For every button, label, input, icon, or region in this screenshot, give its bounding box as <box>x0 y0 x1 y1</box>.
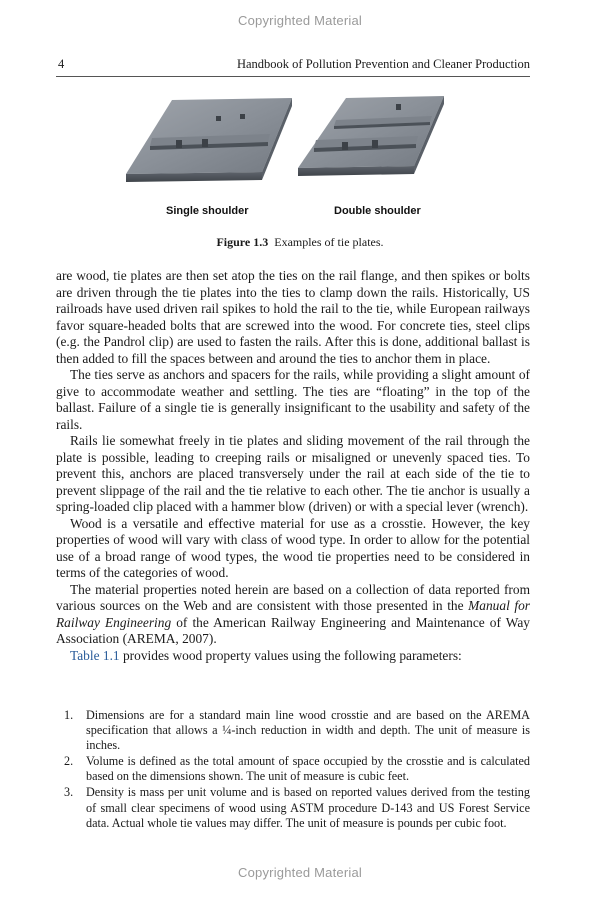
list-number: 3. <box>64 785 74 800</box>
list-item <box>56 785 530 830</box>
list-number: 1. <box>64 708 74 722</box>
caption-text: Examples of tie plates. <box>274 235 384 249</box>
watermark-top: Copyrighted Material <box>238 13 362 28</box>
list-item <box>56 708 530 753</box>
paragraph: The ties serve as anchors and spacers for the rails, while providing a slight amount of give to accommodate weather and settling. The ties are “floating” in the top of the ballast. Failure of a single tie is generally insignificant to the usability and safety of the rails. <box>56 367 530 432</box>
header-rule <box>56 76 530 77</box>
label-single-shoulder: Single shoulder <box>166 205 249 217</box>
label-double-shoulder: Double shoulder <box>334 205 421 217</box>
paragraph-text: provides wood property values using the following parameters: <box>119 647 462 663</box>
paragraph <box>56 582 530 648</box>
watermark-bottom: Copyrighted Material <box>238 865 362 880</box>
tie-plates-illustration <box>110 94 450 204</box>
list-item <box>56 754 530 784</box>
list-text: Dimensions are for a standard main line wood crosstie and are based on the AREMA specification that allows a ¼-inch reduction in width and depth. The unit of measure is inches. <box>86 708 530 753</box>
list-text: Volume is defined as the total amount of space occupied by the crosstie and is calculated based on the dimensions shown. The unit of measure is cubic feet. <box>86 754 530 784</box>
double-shoulder-plate <box>298 96 444 176</box>
running-header <box>56 57 530 75</box>
paragraph-text: of the American Railway Engineering and Maintenance of Way Association (AREMA, 2007). <box>56 614 530 646</box>
table-link[interactable]: Table 1.1 <box>70 647 120 663</box>
body-text <box>56 268 530 664</box>
parameter-list <box>56 708 530 832</box>
list-text: Density is mass per unit volume and is based on reported values derived from the testing of small clear specimens of wood using ASTM procedure D-143 and US Forest Service data. Actual whole tie values may differ. The unit of measure is pounds per cubic foot. <box>86 785 530 830</box>
paragraph: are wood, tie plates are then set atop the ties on the rail flange, and then spikes or bolts are driven through the tie plates into the ties to clamp down the rails. Historically, US railroads have used driven rail spikes to hold the rail to the tie, while European railways favor square-headed bolts that are screwed into the wood. For concrete ties, steel clips (e.g. the Pandrol clip) are used to fasten the rails. After this is done, additional ballast is then added to fill the spaces between and around the ties to anchor them in place. <box>56 268 530 366</box>
paragraph <box>56 648 530 665</box>
single-shoulder-plate <box>126 98 292 182</box>
paragraph: Wood is a versatile and effective material for use as a crosstie. However, the key properties of wood will vary with class of wood type. In order to allow for the potential use of a broad range of wood types, the wood tie properties need to be considered in terms of the categories of wood. <box>56 515 530 580</box>
list-number: 2. <box>64 754 74 769</box>
book-title: Handbook of Pollution Prevention and Cleaner Production <box>236 57 530 71</box>
paragraph-text: The material properties noted herein are based on a collection of data reported from various sources on the Web and are consistent with those presented in the <box>56 581 530 613</box>
paragraph: Rails lie somewhat freely in tie plates and sliding movement of the rail through the plate is possible, leading to creeping rails or misaligned or unevenly spaced ties. To prevent this, anchors are placed transversely under the rail at each side of the tie to prevent slippage of the rail and the tie relative to each other. The tie anchor is usually a spring-loaded clip placed with a hammer blow (driven) or with a special lever (wrench). <box>56 433 530 514</box>
figure-caption <box>0 235 600 250</box>
caption-label: Figure 1.3 <box>216 235 269 249</box>
manual-title: Manual for Railway Engineering <box>56 598 530 630</box>
page-number: 4 <box>58 57 65 71</box>
